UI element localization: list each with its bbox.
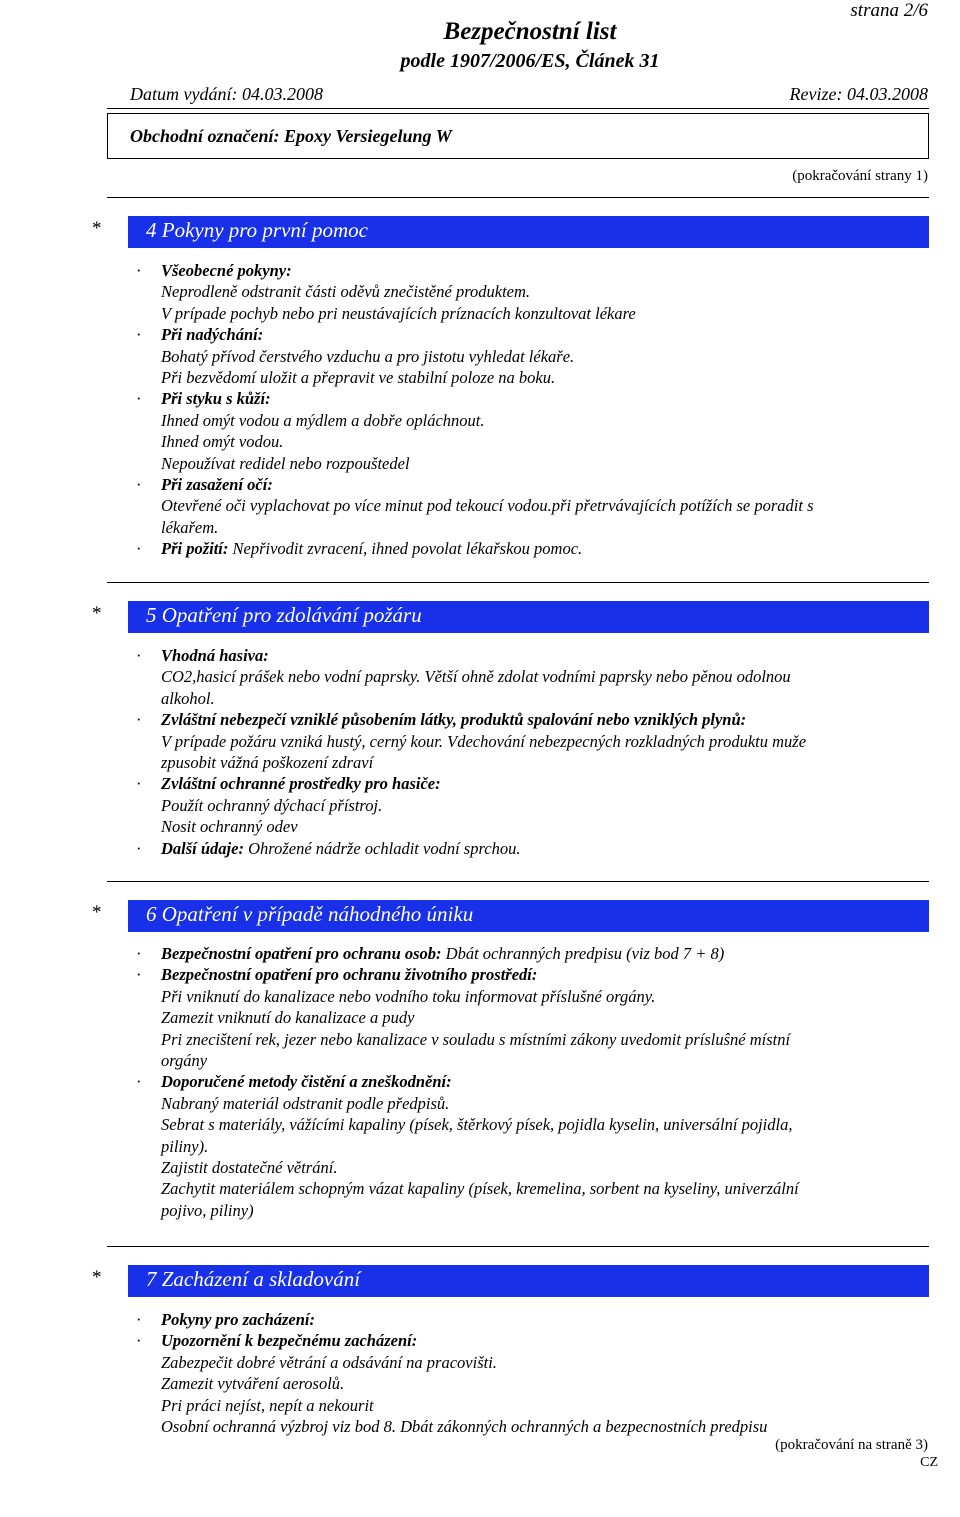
field-text: Při vniknutí do kanalizace nebo vodního toku informovat příslušné orgány. xyxy=(161,986,656,1006)
field-text: Bohatý přívod čerstvého vzduchu a pro jistotu vyhledat lékaře. xyxy=(161,346,575,366)
bullet-mark: · xyxy=(136,539,142,559)
continuation-note-bottom: (pokračování na straně 3) xyxy=(775,1437,928,1453)
field-label: Bezpečnostní opatření pro ochranu osob: xyxy=(161,944,442,963)
header-divider xyxy=(107,108,929,109)
text-line xyxy=(136,986,936,1007)
field-label: Upozornění k bezpečnému zacházení: xyxy=(161,1331,418,1351)
text-line xyxy=(136,538,936,559)
text-line xyxy=(136,1007,936,1028)
bullet-mark: · xyxy=(136,944,142,963)
text-line xyxy=(136,495,936,516)
text-line xyxy=(136,1178,936,1199)
field-text: Pri práci nejíst, nepít a nekourit xyxy=(161,1395,374,1415)
text-line xyxy=(136,1309,936,1330)
section-title: 5 Opatření pro zdolávání požáru xyxy=(146,603,422,627)
text-line xyxy=(136,773,936,794)
section-title: 6 Opatření v případě náhodného úniku xyxy=(146,902,474,926)
section-divider xyxy=(107,582,929,583)
field-text: Nabraný materiál odstranit podle předpisů. xyxy=(161,1093,450,1113)
field-text: Ohrožené nádrže ochladit vodní sprchou. xyxy=(243,838,521,858)
bullet-mark: · xyxy=(136,774,142,794)
field-text: Otevřené oči vyplachovat po více minut pod tekoucí vodou.při přetrvávajících potížích se poradit s xyxy=(161,496,814,516)
text-line xyxy=(136,1114,936,1135)
field-label: Při zasažení očí: xyxy=(161,474,273,494)
trade-name: Obchodní označení: Epoxy Versiegelung W xyxy=(130,126,452,146)
text-line xyxy=(136,346,936,367)
text-line xyxy=(136,666,936,687)
field-text: V prípade požáru vzniká hustý, cerný kour. Vdechování nebezpecných rozkladných produktu muže xyxy=(161,731,807,751)
text-line xyxy=(136,260,936,281)
section-header xyxy=(128,601,929,633)
change-marker: * xyxy=(92,1267,102,1288)
text-line xyxy=(136,431,936,452)
field-text: Nepoužívat redidel nebo rozpouštedel xyxy=(161,453,410,473)
field-label: Při styku s kůží: xyxy=(161,389,271,409)
text-line xyxy=(136,1093,936,1114)
bullet-mark: · xyxy=(136,1331,142,1351)
trade-name-box xyxy=(107,113,929,159)
text-line xyxy=(136,1330,936,1351)
text-line xyxy=(136,816,936,837)
bullet-mark: · xyxy=(136,474,142,494)
revision-date: Revize: 04.03.2008 xyxy=(789,84,928,104)
field-text: Sebrat s materiály, vážícími kapaliny (písek, štěrkový písek, pojidla kyselin, universální pojidla, xyxy=(161,1115,793,1135)
text-line xyxy=(136,1395,936,1416)
text-line xyxy=(136,731,936,752)
section-body xyxy=(136,943,936,1221)
page-number: strana 2/6 xyxy=(850,0,928,21)
text-line xyxy=(136,645,936,666)
field-label: Bezpečnostní opatření pro ochranu životního prostředí: xyxy=(161,965,538,985)
change-marker: * xyxy=(92,902,102,923)
field-label: Vhodná hasiva: xyxy=(161,646,269,665)
text-line xyxy=(136,709,936,730)
section-title: 7 Zacházení a skladování xyxy=(146,1267,361,1291)
text-line xyxy=(136,795,936,816)
section-header xyxy=(128,900,929,932)
continuation-note-top: (pokračování strany 1) xyxy=(792,168,928,184)
text-line xyxy=(136,752,936,773)
field-text: CO2,hasicí prášek nebo vodní paprsky. Větší ohně zdolat vodními paprsky nebo pěnou odolnou xyxy=(161,667,791,687)
language-code: CZ xyxy=(920,1455,938,1470)
field-text: Osobní ochranná výzbroj viz bod 8. Dbát zákonných ochranných a bezpecnostních predpisu xyxy=(161,1416,768,1436)
field-text: Ihned omýt vodou a mýdlem a dobře opláchnout. xyxy=(161,410,485,430)
bullet-mark: · xyxy=(136,646,142,665)
bullet-mark: · xyxy=(136,1072,142,1092)
bullet-mark: · xyxy=(136,710,142,730)
bullet-mark: · xyxy=(136,261,142,280)
text-line xyxy=(136,943,936,964)
bullet-mark: · xyxy=(136,389,142,409)
text-line xyxy=(136,1071,936,1092)
field-label: Při požití: xyxy=(161,539,229,559)
text-line xyxy=(136,281,936,302)
field-text: Použít ochranný dýchací přístroj. xyxy=(161,795,383,815)
section-body xyxy=(136,645,936,859)
section-header xyxy=(128,216,929,248)
field-label: Další údaje: xyxy=(161,838,244,858)
text-line xyxy=(136,324,936,345)
field-text: Zabezpečit dobré větrání a odsávání na pracovišti. xyxy=(161,1352,497,1372)
section-body xyxy=(136,260,936,559)
text-line xyxy=(136,1200,936,1221)
text-line xyxy=(136,838,936,859)
bullet-mark: · xyxy=(136,325,142,345)
text-line xyxy=(136,964,936,985)
section-title: 4 Pokyny pro první pomoc xyxy=(146,218,368,242)
text-line xyxy=(136,1373,936,1394)
text-line xyxy=(136,474,936,495)
field-text: Pri znecištení rek, jezer nebo kanalizace v souladu s místními zákony uvedomit prísluŝné místní xyxy=(161,1029,791,1049)
divider-top xyxy=(107,197,929,198)
text-line xyxy=(136,1352,936,1373)
text-line xyxy=(136,367,936,388)
bullet-mark: · xyxy=(136,965,142,985)
field-text: pojivo, piliny) xyxy=(161,1200,254,1220)
field-text: Zachytit materiálem schopným vázat kapaliny (písek, kremelina, sorbent na kyseliny, univerzální xyxy=(161,1179,799,1199)
text-line xyxy=(136,1136,936,1157)
field-text: Zajistit dostatečné větrání. xyxy=(161,1157,338,1177)
document-subtitle: podle 1907/2006/ES, Článek 31 xyxy=(400,50,660,72)
change-marker: * xyxy=(92,603,102,624)
document-title: Bezpečnostní list xyxy=(443,18,617,45)
field-text: Dbát ochranných predpisu (viz bod 7 + 8) xyxy=(441,944,725,963)
section-body xyxy=(136,1309,936,1437)
change-marker: * xyxy=(92,218,102,239)
text-line xyxy=(136,453,936,474)
field-text: orgány xyxy=(161,1050,208,1070)
text-line xyxy=(136,1029,936,1050)
text-line xyxy=(136,517,936,538)
field-text: Při bezvědomí uložit a přepravit ve stabilní poloze na boku. xyxy=(161,367,556,387)
field-text: Nepřivodit zvracení, ihned povolat lékařskou pomoc. xyxy=(228,539,583,559)
field-text: alkohol. xyxy=(161,688,215,708)
text-line xyxy=(136,303,936,324)
field-text: Zamezit vniknutí do kanalizace a pudy xyxy=(161,1008,415,1028)
section-header xyxy=(128,1265,929,1297)
section-divider xyxy=(107,1246,929,1247)
field-text: piliny). xyxy=(161,1136,209,1156)
field-text: Neprodleně odstranit části oděvů znečistěné produktem. xyxy=(161,282,531,302)
text-line xyxy=(136,1157,936,1178)
field-label: Zvláštní nebezpečí vzniklé působením látky, produktů spalování nebo vzniklých plynů: xyxy=(161,710,747,730)
field-label: Doporučené metody čistění a zneškodnění: xyxy=(161,1072,452,1092)
field-text: zpusobit vážná poškození zdraví xyxy=(161,752,374,772)
section-divider xyxy=(107,881,929,882)
field-label: Pokyny pro zacházení: xyxy=(161,1310,315,1329)
field-text: V prípade pochyb nebo pri neustávajících príznacích konzultovat lékare xyxy=(161,303,636,323)
text-line xyxy=(136,410,936,431)
field-text: lékařem. xyxy=(161,517,219,537)
field-label: Všeobecné pokyny: xyxy=(161,261,292,280)
bullet-mark: · xyxy=(136,838,142,858)
bullet-mark: · xyxy=(136,1310,142,1329)
field-label: Při nadýchání: xyxy=(161,325,264,345)
field-text: Ihned omýt vodou. xyxy=(161,432,284,452)
text-line xyxy=(136,388,936,409)
field-text: Zamezit vytváření aerosolů. xyxy=(161,1374,345,1394)
text-line xyxy=(136,1050,936,1071)
field-text: Nosit ochranný odev xyxy=(161,817,298,837)
issue-date: Datum vydání: 04.03.2008 xyxy=(130,84,323,104)
text-line xyxy=(136,688,936,709)
field-label: Zvláštní ochranné prostředky pro hasiče: xyxy=(161,774,441,794)
text-line xyxy=(136,1416,936,1437)
